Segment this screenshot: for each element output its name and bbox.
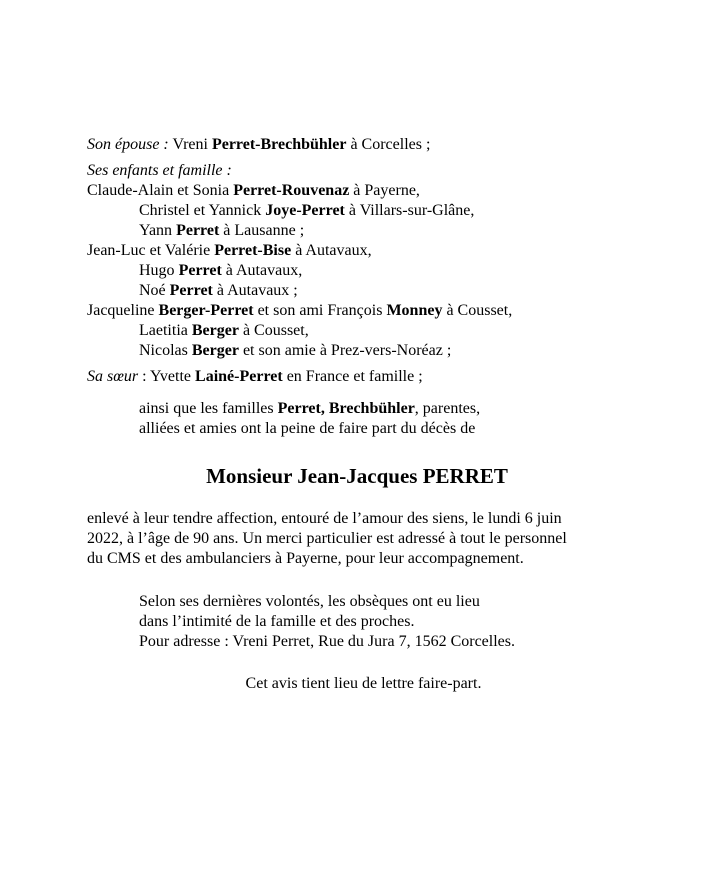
bold-name: Perret (176, 222, 220, 239)
text-line (87, 321, 647, 341)
text-segment: à Lausanne ; (219, 222, 305, 239)
deceased-name-heading (0, 462, 714, 488)
text-segment: ainsi que les familles (139, 400, 278, 417)
text-segment: enlevé à leur tendre affection, entouré de l’amour des siens, le lundi 6 juin (87, 510, 562, 527)
text-segment: Yann (139, 222, 177, 239)
text-segment: et son ami François (253, 302, 387, 319)
bold-name: Lainé-Perret (195, 368, 283, 385)
italic-label: Ses enfants et famille : (87, 162, 232, 179)
text-segment: à Payerne, (349, 182, 420, 199)
italic-label: Son épouse : (87, 136, 169, 153)
text-segment: à Autavaux, (291, 242, 372, 259)
text-segment: à Corcelles ; (346, 136, 431, 153)
spouse-section (87, 135, 647, 155)
text-segment: à Autavaux, (221, 262, 303, 279)
text-line (87, 135, 647, 155)
text-line (87, 367, 647, 387)
bold-name: Perret (178, 262, 222, 279)
text-segment: Claude-Alain et Sonia (87, 182, 234, 199)
italic-label: Sa sœur (87, 368, 139, 385)
text-line (87, 181, 647, 201)
bold-name: Perret, Brechbühler (277, 400, 415, 417)
bold-name: Perret-Rouvenaz (233, 182, 350, 199)
text-line (87, 201, 647, 221)
closing-note (0, 674, 727, 694)
text-line (87, 529, 647, 549)
text-segment: du CMS et des ambulanciers à Payerne, pour leur accompagnement. (87, 550, 524, 567)
bold-name: Berger (191, 342, 239, 359)
text-line (87, 221, 647, 241)
text-line (139, 632, 699, 652)
text-line (87, 301, 647, 321)
text-line (87, 241, 647, 261)
text-segment: 2022, à l’âge de 90 ans. Un merci particulier est adressé à tout le personnel (87, 530, 567, 547)
text-segment: Nicolas (139, 342, 192, 359)
bold-name: Joye-Perret (265, 202, 345, 219)
text-segment: à Autavaux ; (212, 282, 298, 299)
text-segment: Noé (139, 282, 170, 299)
funeral-address-paragraph (139, 592, 699, 652)
bold-name: Berger (191, 322, 239, 339)
text-line (87, 509, 647, 529)
text-segment: Monsieur Jean-Jacques PERRET (206, 464, 508, 488)
text-segment: Vreni (168, 136, 212, 153)
text-segment: à Villars-sur-Glâne, (344, 202, 475, 219)
text-segment: Jacqueline (87, 302, 159, 319)
text-segment: Laetitia (139, 322, 192, 339)
text-segment: et son amie à Prez-vers-Noréaz ; (238, 342, 452, 359)
text-line (139, 399, 699, 419)
text-segment: : Yvette (138, 368, 196, 385)
sister-section (87, 367, 647, 387)
death-paragraph (87, 509, 647, 569)
text-line (0, 674, 727, 694)
text-segment: Hugo (139, 262, 179, 279)
bold-name: Berger-Perret (158, 302, 254, 319)
text-segment: , parentes, (414, 400, 481, 417)
text-segment: à Cousset, (442, 302, 513, 319)
text-line (87, 281, 647, 301)
text-line (87, 161, 647, 181)
families-announcement (139, 399, 699, 439)
bold-name: Perret-Brechbühler (211, 136, 347, 153)
bold-name: Perret-Bise (214, 242, 292, 259)
text-line (139, 612, 699, 632)
text-segment: dans l’intimité de la famille et des proches. (139, 613, 415, 630)
text-segment: Selon ses dernières volontés, les obsèques ont eu lieu (139, 593, 480, 610)
text-segment: à Cousset, (238, 322, 309, 339)
text-line (87, 261, 647, 281)
text-segment: alliées et amies ont la peine de faire part du décès de (139, 420, 476, 437)
text-line (87, 341, 647, 361)
text-line (0, 462, 714, 488)
bold-name: Perret (169, 282, 213, 299)
text-segment: Christel et Yannick (139, 202, 266, 219)
text-line (139, 419, 699, 439)
children-family-section (87, 161, 647, 361)
bold-name: Monney (386, 302, 443, 319)
text-segment: Pour adresse : Vreni Perret, Rue du Jura 7, 1562 Corcelles. (139, 633, 515, 650)
text-segment: Jean-Luc et Valérie (87, 242, 215, 259)
text-line (139, 592, 699, 612)
text-segment: en France et famille ; (282, 368, 423, 385)
text-segment: Cet avis tient lieu de lettre faire-part. (245, 675, 482, 692)
text-line (87, 549, 647, 569)
